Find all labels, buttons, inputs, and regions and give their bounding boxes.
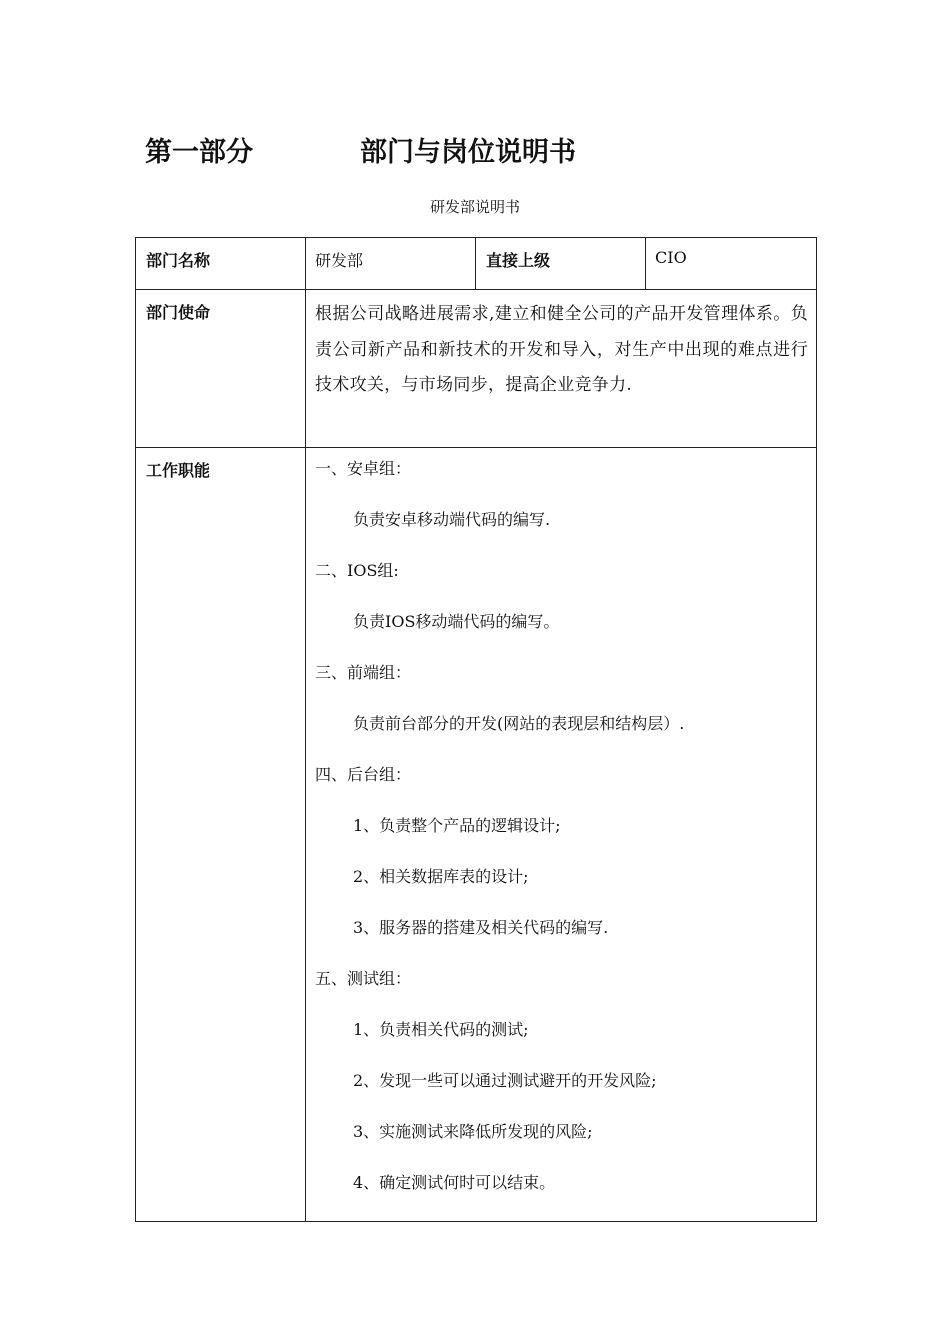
- table-row: [136, 448, 817, 1222]
- list-item: 一、安卓组：: [315, 459, 412, 478]
- mission-text: 根据公司战略进展需求,建立和健全公司的产品开发管理体系。负责公司新产品和新技术的开发和导入，对生产中出现的难点进行技术攻关，与市场同步，提高企业竞争力.: [306, 290, 817, 448]
- superior-value: CIO: [646, 238, 817, 290]
- mission-label: 部门使命: [136, 290, 306, 448]
- list-item: 二、IOS组:: [315, 561, 399, 580]
- dept-name-label: 部门名称: [136, 238, 306, 290]
- superior-label: 直接上级: [476, 238, 646, 290]
- dept-name-value: 研发部: [306, 238, 476, 290]
- list-item: 1、负责相关代码的测试;: [353, 1020, 529, 1039]
- table-row: [136, 290, 817, 448]
- page-heading: [145, 130, 845, 170]
- list-item: 五、测试组：: [315, 969, 412, 988]
- department-table: [135, 237, 817, 1222]
- page-title: 部门与岗位说明书: [360, 137, 576, 168]
- list-item: 3、服务器的搭建及相关代码的编写.: [353, 918, 609, 937]
- list-item: 4、确定测试何时可以结束。: [353, 1173, 556, 1192]
- duties-label: 工作职能: [136, 448, 306, 1222]
- list-item: 负责IOS移动端代码的编写。: [353, 612, 560, 631]
- list-item: 负责安卓移动端代码的编写.: [353, 510, 551, 529]
- duties-list: [306, 448, 817, 1222]
- document-subtitle: 研发部说明书: [429, 198, 520, 216]
- list-item: 3、实施测试来降低所发现的风险;: [353, 1122, 593, 1141]
- list-item: 2、相关数据库表的设计;: [353, 867, 529, 886]
- part-number: 第一部分: [145, 137, 253, 168]
- table-row: [136, 238, 817, 290]
- list-item: 四、后台组：: [315, 765, 412, 784]
- list-item: 2、发现一些可以通过测试避开的开发风险;: [353, 1071, 657, 1090]
- list-item: 1、负责整个产品的逻辑设计;: [353, 816, 561, 835]
- list-item: 三、前端组：: [315, 663, 412, 682]
- list-item: 负责前台部分的开发(网站的表现层和结构层）.: [353, 714, 685, 733]
